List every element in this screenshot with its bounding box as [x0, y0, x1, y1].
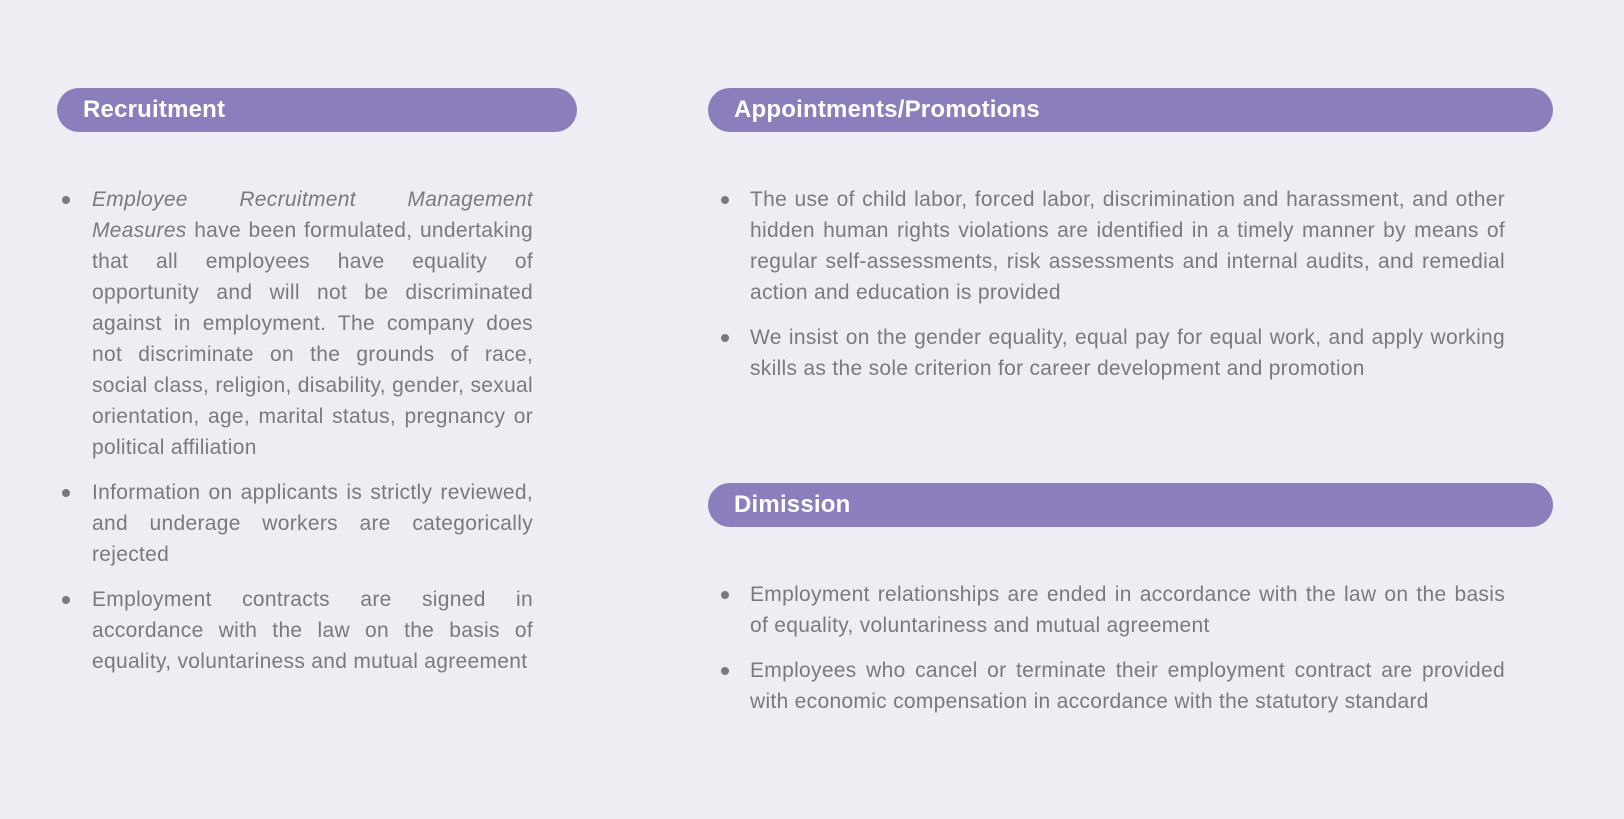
- left-column: [57, 88, 577, 677]
- list-item: [57, 477, 533, 570]
- bullet-text: Employees who cancel or terminate their employment contract are provided with economic compensation in accordance with the statutory standard: [750, 659, 1505, 713]
- bullet-text-italic: Employee Recruitment Management Measures: [92, 188, 533, 242]
- section-recruitment: [57, 88, 577, 677]
- section-header-appointments-promotions: [708, 88, 1553, 132]
- section-appointments-promotions: [708, 88, 1553, 384]
- bullet-text: [92, 188, 533, 459]
- section-header-dimission: [708, 483, 1553, 527]
- bullet-text: Information on applicants is strictly reviewed, and underage workers are categorically rejected: [92, 481, 533, 566]
- section-header-recruitment: [57, 88, 577, 132]
- bullet-icon: [62, 196, 70, 204]
- bullet-icon: [62, 489, 70, 497]
- bullet-list: [57, 184, 577, 677]
- bullet-text: The use of child labor, forced labor, discrimination and harassment, and other hidden human rights violations are identified in a timely manner by means of regular self-assessments, risk assessments and internal audits, and remedial action and education is provided: [750, 188, 1505, 304]
- list-item: [708, 184, 1505, 308]
- bullet-icon: [721, 196, 729, 204]
- bullet-list: [708, 579, 1553, 717]
- bullet-icon: [721, 334, 729, 342]
- bullet-text: We insist on the gender equality, equal pay for equal work, and apply working skills as the sole criterion for career development and promotion: [750, 326, 1505, 380]
- list-item: [57, 184, 533, 463]
- section-title: Appointments/Promotions: [734, 96, 1040, 123]
- section-title: Dimission: [734, 491, 851, 518]
- bullet-icon: [62, 596, 70, 604]
- bullet-text: Employment relationships are ended in accordance with the law on the basis of equality, voluntariness and mutual agreement: [750, 583, 1505, 637]
- bullet-icon: [721, 667, 729, 675]
- bullet-text-regular: have been formulated, undertaking that all employees have equality of opportunity and will not be discriminated against in employment. The company does not discriminate on the grounds of race, social class, religion, disability, gender, sexual orientation, age, marital status, pregnancy or political affiliation: [92, 219, 533, 459]
- section-dimission: [708, 483, 1553, 717]
- section-title: Recruitment: [83, 96, 226, 123]
- bullet-icon: [721, 591, 729, 599]
- list-item: [708, 655, 1505, 717]
- bullet-list: [708, 184, 1553, 384]
- right-column: [708, 88, 1553, 717]
- list-item: [708, 322, 1505, 384]
- list-item: [57, 584, 533, 677]
- bullet-text: Employment contracts are signed in accordance with the law on the basis of equality, voluntariness and mutual agreement: [92, 588, 533, 673]
- list-item: [708, 579, 1505, 641]
